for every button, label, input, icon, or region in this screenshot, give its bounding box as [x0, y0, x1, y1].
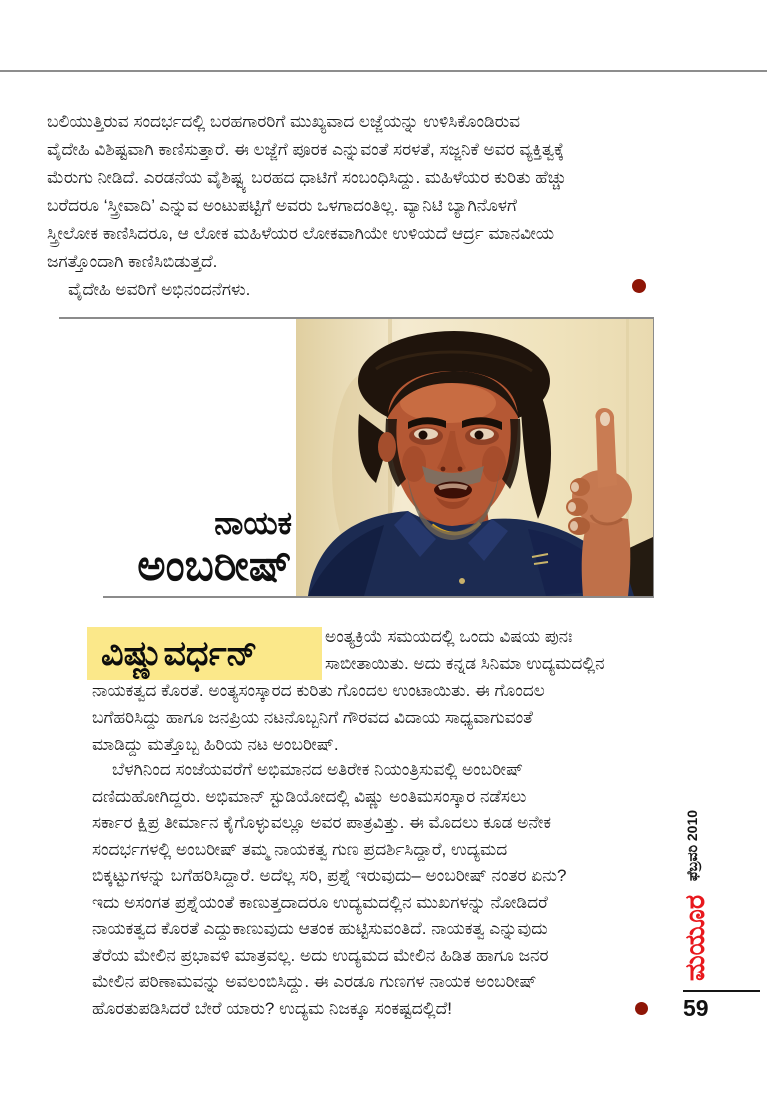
photo-frame-bottom-rule: [103, 596, 654, 598]
actor-portrait-photo: [296, 319, 653, 596]
photo-caption-role: ನಾಯಕ: [214, 505, 292, 541]
body-line: ಸಂದರ್ಭಗಳಲ್ಲಿ ಅಂಬರೀಷ್ ತಮ್ಮ ನಾಯಕತ್ವ ಗುಣ ಪ್ರದರ್ಶಿಸಿದ್ದಾರೆ, ಉದ್ಯಮದ: [92, 839, 508, 859]
body-line: ಬೆಳಗಿನಿಂದ ಸಂಜೆಯವರೆಗೆ ಅಭಿಮಾನದ ಅತಿರೇಕ ನಿಯಂತ್ರಿಸುವಲ್ಲಿ ಅಂಬರೀಷ್: [112, 760, 524, 779]
body-line: ತೆರೆಯ ಮೇಲಿನ ಪ್ರಭಾವಳಿ ಮಾತ್ರವಲ್ಲ. ಅದು ಉದ್ಯಮದ ಮೇಲಿನ ಹಿಡಿತ ಹಾಗೂ ಜನರ: [92, 945, 549, 965]
page-number-rule: [683, 990, 760, 992]
intro-paragraph: [47, 108, 566, 304]
section-end-dot: [632, 279, 646, 293]
top-rule: [0, 70, 767, 72]
issue-date-vertical: ಫೆಬ್ರವರಿ 2010: [684, 809, 700, 881]
intro-line: ವೈದೇಹಿ ವಿಶಿಷ್ಟವಾಗಿ ಕಾಣಿಸುತ್ತಾರೆ. ಈ ಲಜ್ಜೆಗೆ ಪೂರಕ ಎನ್ನುವಂತೆ ಸರಳತೆ, ಸಜ್ಜನಿಕೆ ಅವರ ವ್ಯಕ್ತಿತ್ವಕ್ಕೆ: [47, 140, 565, 159]
intro-line: ಬಲಿಯುತ್ತಿರುವ ಸಂದರ್ಭದಲ್ಲಿ ಬರಹಗಾರರಿಗೆ ಮುಖ್ಯವಾದ ಲಜ್ಜೆಯನ್ನು ಉಳಿಸಿಕೊಂಡಿರುವ: [47, 112, 521, 131]
intro-line: ಸ್ತ್ರೀಲೋಕ ಕಾಣಿಸಿದರೂ, ಆ ಲೋಕ ಮಹಿಳೆಯರ ಲೋಕವಾಗಿಯೇ ಉಳಿಯದೆ ಆರ್ದ್ರ ಮಾನವೀಯ: [47, 224, 555, 243]
headline-highlight: [87, 627, 322, 680]
article-headline: ವಿಷ್ಣುವರ್ಧನ್: [101, 634, 258, 673]
body-line: ಮೇಲಿನ ಪರಿಣಾಮವನ್ನು ಅವಲಂಬಿಸಿದ್ದು. ಈ ಎರಡೂ ಗುಣಗಳ ನಾಯಕ ಅಂಬರೀಷ್: [92, 972, 537, 991]
lead-line: ಅಂತ್ಯಕ್ರಿಯೆ ಸಮಯದಲ್ಲಿ ಒಂದು ವಿಷಯ ಪುನಃ: [325, 627, 573, 646]
article-paragraph-2: [92, 757, 567, 1022]
intro-line: ವೈದೇಹಿ ಅವರಿಗೆ ಅಭಿನಂದನೆಗಳು.: [68, 280, 251, 299]
body-line: ನಾಯಕತ್ವದ ಕೊರತೆ. ಅಂತ್ಯಸಂಸ್ಕಾರದ ಕುರಿತು ಗೊಂದಲ ಉಂಟಾಯಿತು. ಈ ಗೊಂದಲ: [92, 681, 545, 700]
body-line: ಬಿಕ್ಕಟ್ಟುಗಳನ್ನು ಬಗೆಹರಿಸಿದ್ದಾರೆ. ಅದೆಲ್ಲ ಸರಿ, ಪ್ರಶ್ನೆ ಇರುವುದು– ಅಂಬರೀಷ್ ನಂತರ ಏನು?: [92, 866, 567, 885]
photo-caption-name: ಅಂಬರೀಷ್: [137, 542, 292, 590]
intro-line: ಮೆರುಗು ನೀಡಿದೆ. ಎರಡನೆಯ ವೈಶಿಷ್ಟ್ಯ ಬರಹದ ಧಾಟಿಗೆ ಸಂಬಂಧಿಸಿದ್ದು. ಮಹಿಳೆಯರ ಕುರಿತು ಹೆಚ್ಚು: [47, 168, 567, 187]
body-line: ನಾಯಕತ್ವದ ಕೊರತೆ ಎದ್ದುಕಾಣುವುದು ಆತಂಕ ಹುಟ್ಟಿಸುವಂತಿದೆ. ನಾಯಕತ್ವ ಎನ್ನುವುದು: [92, 919, 548, 938]
body-line: ಮಾಡಿದ್ದು ಮತ್ತೊಬ್ಬ ಹಿರಿಯ ನಟ ಅಂಬರೀಷ್.: [92, 735, 339, 754]
body-line: ದಣಿದುಹೋಗಿದ್ದರು. ಅಭಿಮಾನ್ ಸ್ಟುಡಿಯೋದಲ್ಲಿ ವಿಷ್ಣು ಅಂತಿಮಸಂಸ್ಕಾರ ನಡೆಸಲು: [92, 786, 527, 806]
intro-line: ಬರೆದರೂ ‘ಸ್ತ್ರೀವಾದಿ’ ಎನ್ನುವ ಅಂಟುಪಟ್ಟಿಗೆ ಅವರು ಒಳಗಾದಂತಿಲ್ಲ. ವ್ಯಾನಿಟಿ ಬ್ಯಾಗಿನೊಳಗೆ: [47, 196, 517, 215]
magazine-name-vertical: ಮಯೂರ: [680, 894, 710, 981]
lead-line: ಸಾಬೀತಾಯಿತು. ಅದು ಕನ್ನಡ ಸಿನಿಮಾ ಉದ್ಯಮದಲ್ಲಿನ: [325, 654, 605, 673]
page-number: 59: [683, 995, 709, 1021]
body-line: ಸರ್ಕಾರ ಕ್ಷಿಪ್ರ ತೀರ್ಮಾನ ಕೈಗೊಳ್ಳುವಲ್ಲೂ ಅವರ ಪಾತ್ರವಿತ್ತು. ಈ ಮೊದಲು ಕೂಡ ಅನೇಕ: [92, 813, 552, 832]
intro-line: ಜಗತ್ತೊಂದಾಗಿ ಕಾಣಿಸಿಬಿಡುತ್ತದೆ.: [47, 252, 218, 271]
body-line: ಇದು ಅಸಂಗತ ಪ್ರಶ್ನೆಯಂತೆ ಕಾಣುತ್ತದಾದರೂ ಉದ್ಯಮದಲ್ಲಿನ ಮುಖಗಳನ್ನು ನೋಡಿದರೆ: [92, 892, 548, 912]
article-body: [92, 677, 545, 758]
article-lead: [325, 623, 605, 677]
body-line: ಹೊರತುಪಡಿಸಿದರೆ ಬೇರೆ ಯಾರು? ಉದ್ಯಮ ನಿಜಕ್ಕೂ ಸಂಕಷ್ಟದಲ್ಲಿದೆ!: [92, 998, 452, 1018]
body-line: ಬಗೆಹರಿಸಿದ್ದು ಹಾಗೂ ಜನಪ್ರಿಯ ನಟನೊಬ್ಬನಿಗೆ ಗೌರವದ ವಿದಾಯ ಸಾಧ್ಯವಾಗುವಂತೆ: [92, 708, 533, 727]
article-end-dot: [635, 1002, 648, 1015]
